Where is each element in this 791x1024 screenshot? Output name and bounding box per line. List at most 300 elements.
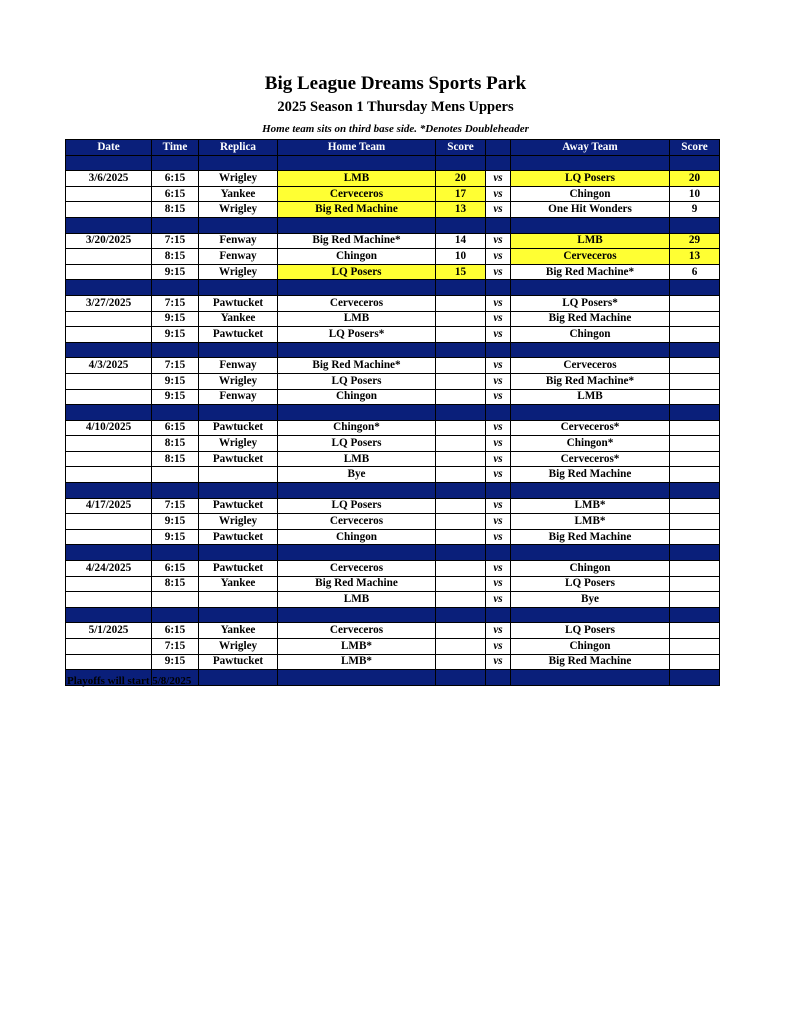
header-away-score: Score [670,140,720,156]
home-score [436,436,486,452]
away-score [670,420,720,436]
away-score: 10 [670,186,720,202]
separator-cell [486,280,511,296]
game-time: 8:15 [152,202,199,218]
game-time: 9:15 [152,654,199,670]
table-row [66,264,720,280]
separator-cell [511,280,670,296]
away-team: Big Red Machine [511,311,670,327]
away-team: LQ Posers [511,576,670,592]
header-home-score: Score [436,140,486,156]
game-time: 6:15 [152,186,199,202]
table-row [66,529,720,545]
home-score [436,327,486,343]
separator-cell [66,280,152,296]
table-row [66,420,720,436]
game-replica: Pawtucket [199,529,278,545]
table-row [66,498,720,514]
separator-cell [199,405,278,421]
home-score [436,529,486,545]
home-score: 17 [436,186,486,202]
away-score [670,498,720,514]
home-team: Cerveceros [278,295,436,311]
separator-cell [278,545,436,561]
away-team: Chingon [511,561,670,577]
game-time: 8:15 [152,249,199,265]
home-team: Big Red Machine* [278,358,436,374]
schedule-table [65,139,720,686]
separator-cell [199,342,278,358]
game-replica: Yankee [199,311,278,327]
game-time: 7:15 [152,295,199,311]
vs-label: vs [486,327,511,343]
vs-label: vs [486,654,511,670]
game-date [66,451,152,467]
away-team: Big Red Machine [511,467,670,483]
table-row [66,561,720,577]
game-date [66,264,152,280]
separator-cell [278,217,436,233]
game-date [66,514,152,530]
game-replica: Fenway [199,358,278,374]
home-score [436,576,486,592]
home-team: LMB [278,311,436,327]
game-date [66,592,152,608]
home-team: LQ Posers [278,498,436,514]
game-replica [199,592,278,608]
home-team: LMB* [278,654,436,670]
separator-cell [511,342,670,358]
week-separator [66,217,720,233]
game-replica: Wrigley [199,202,278,218]
away-score [670,529,720,545]
game-date [66,202,152,218]
vs-label: vs [486,389,511,405]
separator-cell [278,280,436,296]
separator-cell [199,483,278,499]
separator-cell [436,607,486,623]
away-team: Cerveceros [511,358,670,374]
table-row [66,639,720,655]
week-separator [66,607,720,623]
away-team: Big Red Machine* [511,373,670,389]
week-separator [66,483,720,499]
separator-cell [436,342,486,358]
home-team: Cerveceros [278,514,436,530]
vs-label: vs [486,514,511,530]
table-row [66,592,720,608]
page-subtitle: 2025 Season 1 Thursday Mens Uppers [277,99,514,115]
separator-cell [66,342,152,358]
home-team: Cerveceros [278,186,436,202]
separator-cell [670,607,720,623]
separator-cell [670,545,720,561]
away-team: Cerveceros [511,249,670,265]
away-score [670,654,720,670]
game-replica: Wrigley [199,373,278,389]
away-team: Big Red Machine [511,529,670,545]
separator-cell [152,483,199,499]
game-replica: Pawtucket [199,451,278,467]
away-team: Chingon [511,639,670,655]
away-score [670,327,720,343]
vs-label: vs [486,592,511,608]
separator-cell [511,545,670,561]
separator-cell [486,483,511,499]
game-replica: Wrigley [199,264,278,280]
separator-cell [152,280,199,296]
separator-cell [511,607,670,623]
home-team: LQ Posers [278,436,436,452]
away-score: 9 [670,202,720,218]
separator-cell [486,670,511,686]
table-row [66,623,720,639]
separator-cell [278,670,436,686]
away-score [670,389,720,405]
game-date [66,639,152,655]
away-team: LQ Posers [511,623,670,639]
table-row [66,514,720,530]
away-score [670,592,720,608]
game-date: 4/17/2025 [66,498,152,514]
game-replica: Wrigley [199,171,278,187]
home-team: Big Red Machine [278,202,436,218]
game-date [66,436,152,452]
week-separator [66,405,720,421]
home-team: LMB [278,451,436,467]
table-row [66,295,720,311]
home-score [436,498,486,514]
table-row [66,467,720,483]
vs-label: vs [486,264,511,280]
separator-cell [152,405,199,421]
separator-cell [486,607,511,623]
game-date: 3/6/2025 [66,171,152,187]
vs-label: vs [486,529,511,545]
vs-label: vs [486,171,511,187]
week-separator [66,342,720,358]
separator-cell [199,280,278,296]
table-row [66,358,720,374]
game-replica: Fenway [199,233,278,249]
home-score [436,514,486,530]
table-row [66,389,720,405]
home-score [436,311,486,327]
game-replica: Pawtucket [199,561,278,577]
home-team: LMB [278,171,436,187]
away-score [670,639,720,655]
table-row [66,233,720,249]
home-score [436,623,486,639]
away-team: Cerveceros* [511,420,670,436]
week-separator [66,280,720,296]
separator-cell [278,405,436,421]
game-replica: Pawtucket [199,327,278,343]
home-score: 13 [436,202,486,218]
vs-label: vs [486,436,511,452]
away-score [670,467,720,483]
home-score: 14 [436,233,486,249]
away-team: LQ Posers [511,171,670,187]
game-replica: Yankee [199,576,278,592]
game-time: 6:15 [152,623,199,639]
vs-label: vs [486,451,511,467]
away-team: LMB [511,233,670,249]
playoffs-note: Playoffs will start 5/8/2025 [67,675,192,687]
separator-cell [511,405,670,421]
separator-cell [278,607,436,623]
separator-cell [511,217,670,233]
game-time: 9:15 [152,373,199,389]
away-team: Cerveceros* [511,451,670,467]
separator-cell [199,155,278,171]
game-time: 8:15 [152,451,199,467]
away-score [670,561,720,577]
home-score [436,358,486,374]
separator-cell [199,217,278,233]
home-score [436,654,486,670]
game-time: 7:15 [152,639,199,655]
away-score [670,436,720,452]
vs-label: vs [486,498,511,514]
table-row [66,576,720,592]
game-time: 9:15 [152,264,199,280]
separator-cell [278,155,436,171]
separator-cell [670,155,720,171]
game-replica: Pawtucket [199,654,278,670]
home-score: 10 [436,249,486,265]
game-date [66,186,152,202]
away-score [670,311,720,327]
home-team: LQ Posers* [278,327,436,343]
away-score [670,295,720,311]
separator-cell [436,670,486,686]
home-team: LMB [278,592,436,608]
vs-label: vs [486,576,511,592]
separator-cell [66,607,152,623]
game-date: 4/3/2025 [66,358,152,374]
table-row [66,654,720,670]
separator-cell [486,217,511,233]
separator-cell [670,405,720,421]
home-score [436,373,486,389]
game-date [66,249,152,265]
away-score: 29 [670,233,720,249]
away-score [670,451,720,467]
home-team: Cerveceros [278,561,436,577]
home-team: Chingon [278,249,436,265]
separator-cell [436,545,486,561]
separator-cell [486,342,511,358]
game-replica: Wrigley [199,639,278,655]
game-replica: Wrigley [199,436,278,452]
home-score: 15 [436,264,486,280]
game-date: 3/20/2025 [66,233,152,249]
separator-cell [670,483,720,499]
game-time: 9:15 [152,311,199,327]
away-team: One Hit Wonders [511,202,670,218]
separator-cell [486,405,511,421]
separator-cell [199,545,278,561]
home-team: Big Red Machine [278,576,436,592]
game-date [66,311,152,327]
vs-label: vs [486,233,511,249]
away-score [670,623,720,639]
table-row [66,171,720,187]
table-row [66,451,720,467]
game-time: 6:15 [152,171,199,187]
vs-label: vs [486,467,511,483]
game-time: 9:15 [152,327,199,343]
away-team: Big Red Machine* [511,264,670,280]
home-score [436,295,486,311]
home-score [436,420,486,436]
home-team: Cerveceros [278,623,436,639]
separator-cell [199,670,278,686]
home-score: 20 [436,171,486,187]
week-separator [66,545,720,561]
separator-cell [66,545,152,561]
away-team: LQ Posers* [511,295,670,311]
home-team: LQ Posers [278,264,436,280]
away-team: Bye [511,592,670,608]
game-time: 9:15 [152,529,199,545]
away-score: 20 [670,171,720,187]
table-row [66,249,720,265]
game-time: 8:15 [152,576,199,592]
away-team: Chingon [511,327,670,343]
separator-cell [152,545,199,561]
game-date [66,467,152,483]
table-row [66,311,720,327]
home-score [436,639,486,655]
game-date: 3/27/2025 [66,295,152,311]
vs-label: vs [486,420,511,436]
game-date: 4/24/2025 [66,561,152,577]
game-replica: Pawtucket [199,295,278,311]
table-row [66,436,720,452]
away-score [670,358,720,374]
separator-cell [152,342,199,358]
home-team: LQ Posers [278,373,436,389]
game-replica: Yankee [199,623,278,639]
vs-label: vs [486,186,511,202]
separator-cell [66,217,152,233]
game-replica [199,467,278,483]
week-separator [66,155,720,171]
away-score [670,576,720,592]
table-row [66,327,720,343]
table-row [66,202,720,218]
home-score [436,467,486,483]
game-date [66,327,152,343]
vs-label: vs [486,639,511,655]
separator-cell [66,483,152,499]
vs-label: vs [486,358,511,374]
away-score [670,514,720,530]
home-team: Chingon [278,389,436,405]
game-date [66,373,152,389]
away-score [670,373,720,389]
vs-label: vs [486,295,511,311]
game-time: 6:15 [152,561,199,577]
game-time: 8:15 [152,436,199,452]
header-time: Time [152,140,199,156]
separator-cell [511,670,670,686]
separator-cell [670,217,720,233]
vs-label: vs [486,623,511,639]
away-score: 13 [670,249,720,265]
header-home-team: Home Team [278,140,436,156]
separator-cell [670,280,720,296]
game-replica: Yankee [199,186,278,202]
home-team: LMB* [278,639,436,655]
separator-cell [278,342,436,358]
separator-cell [436,155,486,171]
separator-cell [152,607,199,623]
game-time [152,592,199,608]
game-time: 7:15 [152,233,199,249]
separator-cell [199,607,278,623]
header-vs [486,140,511,156]
away-score: 6 [670,264,720,280]
separator-cell [278,483,436,499]
table-row [66,186,720,202]
home-team: Chingon* [278,420,436,436]
home-team: Chingon [278,529,436,545]
game-time: 9:15 [152,514,199,530]
home-score [436,451,486,467]
separator-cell [486,545,511,561]
separator-cell [152,155,199,171]
header-row [66,140,720,156]
away-team: LMB* [511,514,670,530]
game-date: 4/10/2025 [66,420,152,436]
game-replica: Fenway [199,389,278,405]
away-team: Big Red Machine [511,654,670,670]
schedule-body [66,155,720,685]
game-time: 7:15 [152,498,199,514]
separator-cell [66,155,152,171]
game-date [66,654,152,670]
header-replica: Replica [199,140,278,156]
away-team: LMB* [511,498,670,514]
separator-cell [511,155,670,171]
vs-label: vs [486,561,511,577]
home-score [436,561,486,577]
game-time [152,467,199,483]
home-score [436,592,486,608]
separator-cell [486,155,511,171]
game-replica: Wrigley [199,514,278,530]
game-time: 6:15 [152,420,199,436]
separator-cell [670,670,720,686]
game-time: 9:15 [152,389,199,405]
separator-cell [436,483,486,499]
vs-label: vs [486,311,511,327]
home-team: Big Red Machine* [278,233,436,249]
game-replica: Pawtucket [199,498,278,514]
game-replica: Fenway [199,249,278,265]
game-date [66,389,152,405]
separator-cell [436,217,486,233]
home-score [436,389,486,405]
separator-cell [152,217,199,233]
game-time: 7:15 [152,358,199,374]
header-away-team: Away Team [511,140,670,156]
page-title: Big League Dreams Sports Park [264,73,527,94]
vs-label: vs [486,373,511,389]
